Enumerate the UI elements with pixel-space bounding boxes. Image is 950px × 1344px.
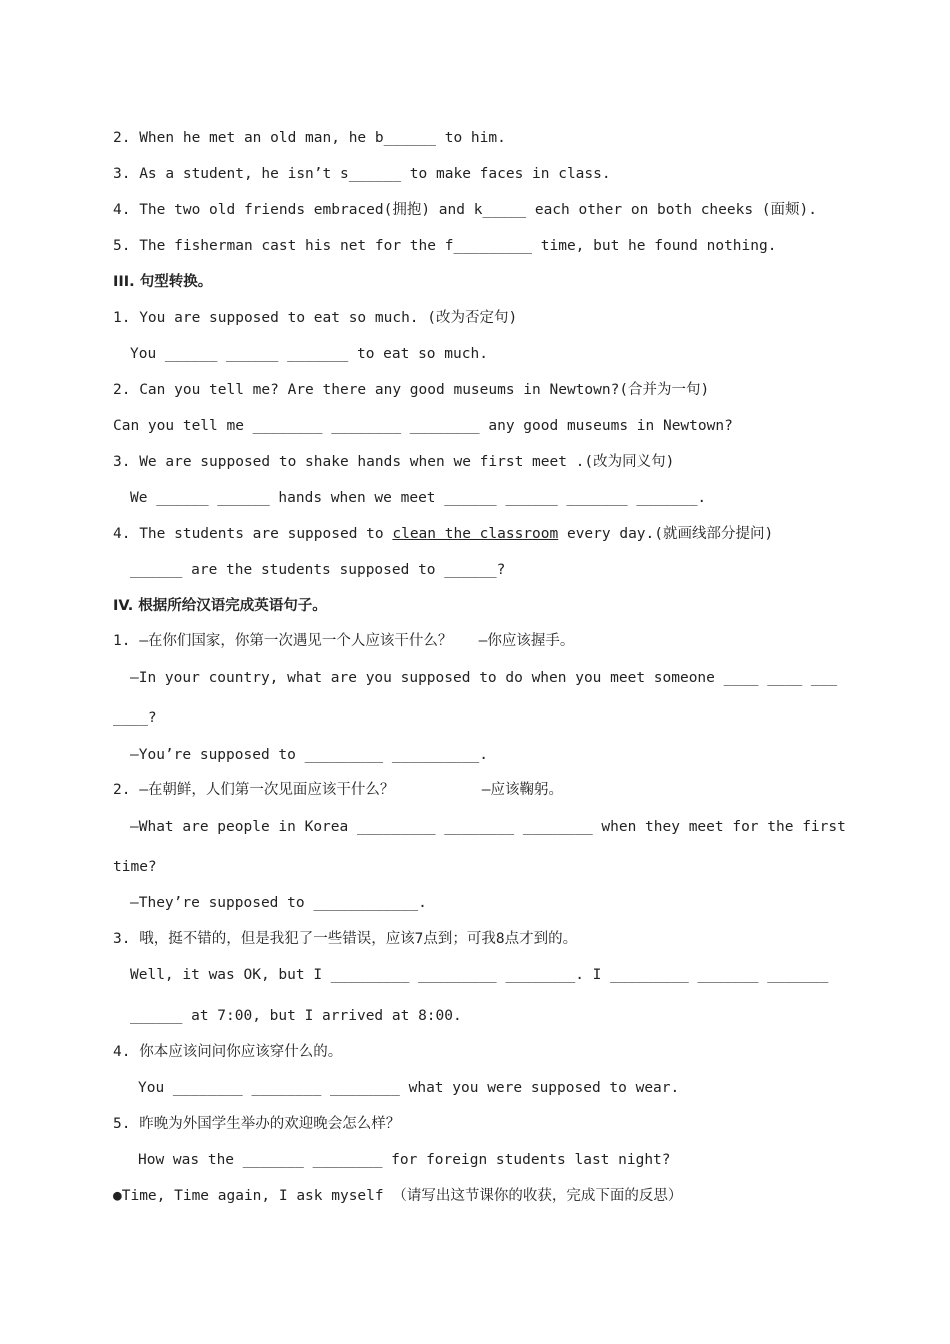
reflection-prompt: ●Time, Time again, I ask myself （请写出这节课你的收获，完成下面的反思）: [113, 1188, 683, 1204]
exercise-4-4-english: You ________ ________ ________ what you were supposed to wear.: [138, 1080, 680, 1096]
exercise-4-2-chinese: 2. —在朝鲜，人们第一次见面应该干什么？ —应该鞠躬。: [113, 782, 563, 798]
exercise-3-4: [113, 524, 773, 544]
exercise-3-3-answer: We ______ ______ hands when we meet ______ ______ _______ _______.: [130, 490, 707, 506]
exercise-4-1-line1: —In your country, what are you supposed to do when you meet someone ____ ____ ___: [130, 670, 838, 686]
exercise-4-2-line1: —What are people in Korea _________ ________ ________ when they meet for the first: [130, 819, 846, 835]
exercise-3-1-answer: You ______ ______ _______ to eat so much.: [130, 346, 488, 362]
section-4-heading: IV. 根据所给汉语完成英语句子。: [113, 598, 327, 614]
exercise-2-2: 2. When he met an old man, he b______ to him.: [113, 130, 506, 146]
exercise-4-2-line3: —They’re supposed to ____________.: [130, 895, 427, 911]
exercise-4-3-chinese: 3. 哦，挺不错的，但是我犯了一些错误，应该7点到；可我8点才到的。: [113, 931, 578, 947]
exercise-4-2-line2: time?: [113, 859, 157, 875]
exercise-3-1: 1. You are supposed to eat so much. (改为否定句): [113, 310, 518, 326]
exercise-2-3: 3. As a student, he isn’t s______ to make faces in class.: [113, 166, 611, 182]
exercise-4-3-line1: Well, it was OK, but I _________ _________ ________. I _________ _______ _______: [130, 967, 829, 983]
exercise-4-4-chinese: 4. 你本应该问问你应该穿什么的。: [113, 1044, 343, 1060]
exercise-2-4: 4. The two old friends embraced(拥抱) and k_____ each other on both cheeks (面颊).: [113, 202, 818, 218]
exercise-2-5: 5. The fisherman cast his net for the f_________ time, but he found nothing.: [113, 238, 777, 254]
exercise-4-1-chinese: 1. —在你们国家，你第一次遇见一个人应该干什么？ —你应该握手。: [113, 633, 575, 649]
exercise-3-2: 2. Can you tell me? Are there any good museums in Newtown?(合并为一句): [113, 382, 710, 398]
exercise-4-5-english: How was the _______ ________ for foreign students last night?: [138, 1152, 671, 1168]
exercise-3-2-answer: Can you tell me ________ ________ ________ any good museums in Newtown?: [113, 418, 733, 434]
exercise-3-4-answer: ______ are the students supposed to ______?: [130, 562, 506, 578]
exercise-4-3-line2: ______ at 7:00, but I arrived at 8:00.: [130, 1008, 462, 1024]
exercise-3-3: 3. We are supposed to shake hands when we first meet .(改为同义句): [113, 454, 675, 470]
exercise-4-1-line2: ____?: [113, 710, 157, 726]
exercise-4-5-chinese: 5. 昨晚为外国学生举办的欢迎晚会怎么样？: [113, 1116, 401, 1132]
exercise-3-4-suffix: every day.(就画线部分提问): [558, 526, 774, 542]
exercise-3-4-prefix: 4. The students are supposed to: [113, 526, 393, 542]
section-3-heading: III. 句型转换。: [113, 274, 213, 290]
underlined-phrase: clean the classroom: [392, 526, 559, 542]
exercise-4-1-line3: —You’re supposed to _________ __________.: [130, 747, 488, 763]
